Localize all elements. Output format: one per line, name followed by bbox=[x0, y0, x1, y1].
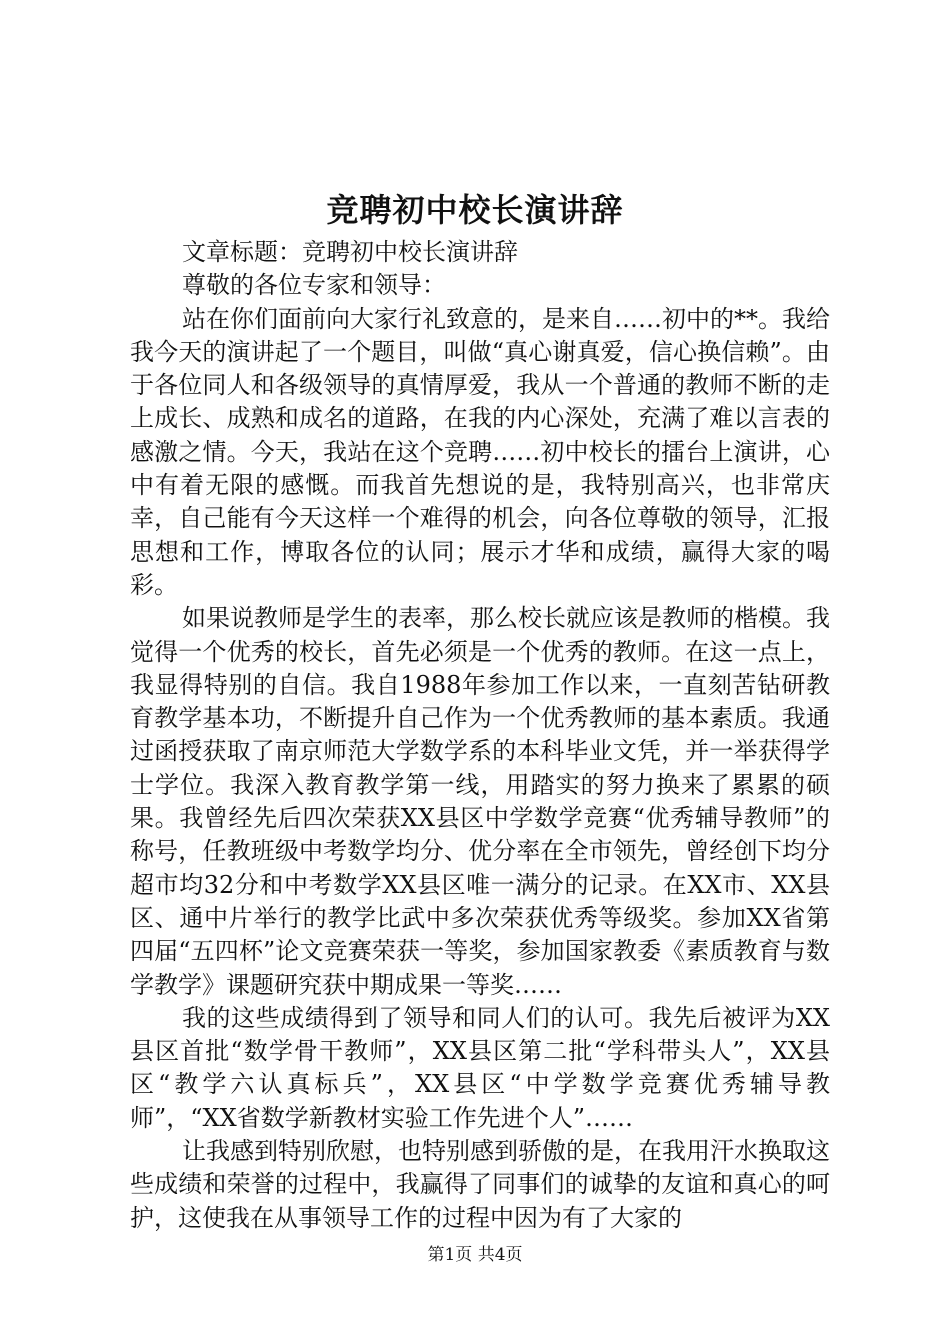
document-body bbox=[130, 236, 830, 1235]
body-paragraph: 我的这些成绩得到了领导和同人们的认可。我先后被评为XX县区首批“数学骨干教师”，XX县区第二批“学科带头人”，XX县区“教学六认真标兵”，XX县区“中学数学竞赛优秀辅导教师”，“XX省数学新教材实验工作先进个人”…… bbox=[130, 1003, 830, 1132]
page-footer: 第1页 共4页 bbox=[427, 1245, 523, 1265]
document-title: 竞聘初中校长演讲辞 bbox=[326, 191, 624, 229]
body-paragraph: 站在你们面前向大家行礼致意的，是来自……初中的**。我给我今天的演讲起了一个题目，叫做“真心谢真爱，信心换信赖”。由于各位同人和各级领导的真情厚爱，我从一个普通的教师不断的走上成长、成熟和成名的道路，在我的内心深处，充满了难以言表的感激之情。今天，我站在这个竞聘……初中校长的擂台上演讲，心中有着无限的感慨。而我首先想说的是，我特别高兴，也非常庆幸，自己能有今天这样一个难得的机会，向各位尊敬的领导，汇报思想和工作，博取各位的认同；展示才华和成绩，赢得大家的喝彩。 bbox=[130, 304, 830, 599]
article-title-line: 文章标题：竞聘初中校长演讲辞 bbox=[182, 238, 518, 266]
salutation-line: 尊敬的各位专家和领导： bbox=[182, 271, 446, 300]
body-paragraph: 让我感到特别欣慰，也特别感到骄傲的是，在我用汗水换取这些成绩和荣誉的过程中，我赢得了同事们的诚挚的友谊和真心的呵护，这使我在从事领导工作的过程中因为有了大家的 bbox=[130, 1137, 830, 1232]
body-paragraph: 如果说教师是学生的表率，那么校长就应该是教师的楷模。我觉得一个优秀的校长，首先必须是一个优秀的教师。在这一点上，我显得特别的自信。我自1988年参加工作以来，一直刻苦钻研教育教学基本功，不断提升自己作为一个优秀教师的基本素质。我通过函授获取了南京师范大学数学系的本科毕业文凭，并一举获得学士学位。我深入教育教学第一线，用踏实的努力换来了累累的硕果。我曾经先后四次荣获XX县区中学数学竞赛“优秀辅导教师”的称号，任教班级中考数学均分、优分率在全市领先，曾经创下均分超市均32分和中考数学XX县区唯一满分的记录。在XX市、XX县区、通中片举行的教学比武中多次荣获优秀等级奖。参加XX省第四届“五四杯”论文竞赛荣获一等奖，参加国家教委《素质教育与数学教学》课题研究获中期成果一等奖…… bbox=[130, 604, 830, 999]
